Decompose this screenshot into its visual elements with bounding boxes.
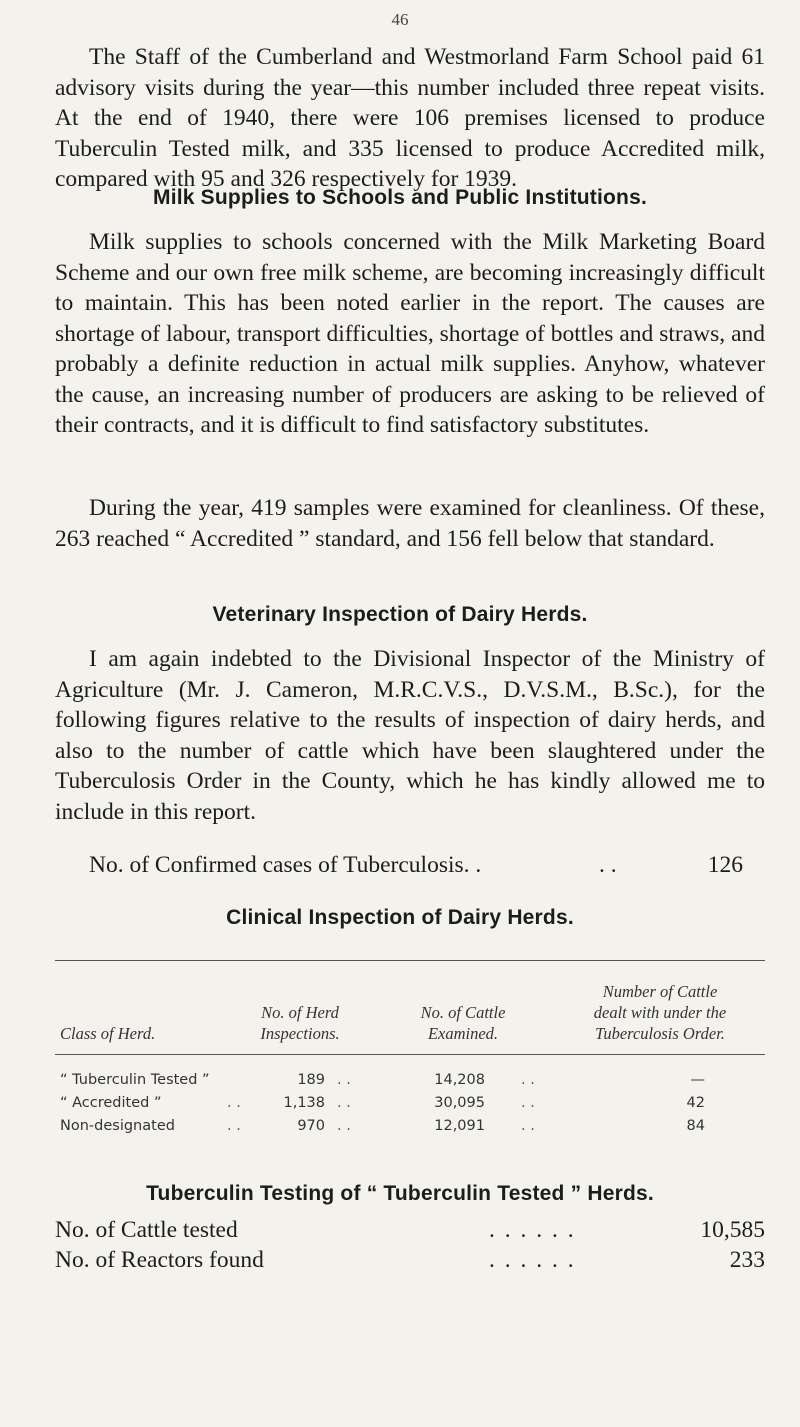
header-cattle-examined-line1: No. of Cattle	[420, 1003, 506, 1022]
reactors-found-value: 233	[729, 1247, 765, 1273]
header-class-of-herd: Class of Herd.	[60, 1024, 156, 1043]
cell-leader: . .	[337, 1118, 351, 1134]
paragraph-cleanliness-samples: During the year, 419 samples were examined for cleanliness. Of these, 263 reached “ Accredited ” standard, and 156 fell below that standard.	[55, 495, 765, 552]
confirmed-cases-dots: . .	[599, 852, 617, 878]
confirmed-cases-label: No. of Confirmed cases of Tuberculosis. .	[89, 852, 482, 878]
cell-dealt: 84	[686, 1118, 705, 1134]
table-header-rule	[55, 1054, 765, 1055]
heading-clinical-inspection: Clinical Inspection of Dairy Herds.	[226, 906, 574, 929]
heading-tuberculin-testing: Tuberculin Testing of “ Tuberculin Tested ” Herds.	[146, 1182, 654, 1205]
reactors-found-label: No. of Reactors found	[55, 1247, 264, 1273]
cell-examined: 30,095	[434, 1095, 485, 1111]
cell-dealt: 42	[686, 1095, 705, 1111]
cell-leader: . .	[521, 1072, 535, 1088]
confirmed-cases-line	[89, 850, 765, 880]
heading-veterinary-inspection: Veterinary Inspection of Dairy Herds.	[212, 603, 588, 626]
cattle-tested-line	[55, 1215, 765, 1245]
heading-milk-supplies: Milk Supplies to Schools and Public Institutions.	[153, 186, 647, 209]
header-cattle-dealt-line2: dealt with under the	[593, 1003, 727, 1022]
cattle-tested-dots: . . . . . .	[489, 1217, 576, 1243]
cell-leader: . .	[337, 1072, 351, 1088]
cell-leader: . .	[227, 1118, 241, 1134]
paragraph-farm-school: The Staff of the Cumberland and Westmorland Farm School paid 61 advisory visits during the year—this number included three repeat visits. At the end of 1940, there were 106 premises licensed to produce Tuberculin Tested milk, and 335 licensed to produce Accredited milk, compared with 95 and 326 respectively for 1939.	[55, 44, 765, 192]
cell-class: Non-designated	[60, 1118, 175, 1134]
header-herd-inspections-line2: Inspections.	[260, 1024, 340, 1043]
cell-leader: . .	[227, 1095, 241, 1111]
cell-inspections: 189	[297, 1072, 325, 1088]
cattle-tested-value: 10,585	[700, 1217, 765, 1243]
header-cattle-examined-line2: Examined.	[427, 1024, 499, 1043]
reactors-found-dots: . . . . . .	[489, 1247, 576, 1273]
reactors-found-line	[55, 1245, 765, 1275]
page-number: 46	[391, 10, 409, 29]
cell-class: “ Accredited ”	[60, 1095, 162, 1111]
cell-leader: . .	[521, 1095, 535, 1111]
paragraph-ministry-figures: I am again indebted to the Divisional Inspector of the Ministry of Agriculture (Mr. J. Cameron, M.R.C.V.S., D.V.S.M., B.Sc.), for the following figures relative to the results of inspection of dairy herds, and also to the number of cattle which have been slaughtered under the Tuberculosis Order in the County, which he has kindly allowed me to include in this report.	[55, 646, 765, 825]
cell-leader: . .	[521, 1118, 535, 1134]
cell-dealt: —	[690, 1072, 705, 1088]
paragraph-milk-supplies: Milk supplies to schools concerned with the Milk Marketing Board Scheme and our own free milk scheme, are becoming increasingly difficult to maintain. This has been noted earlier in the report. The causes are shortage of labour, transport difficulties, shortage of bottles and straws, and probably a definite reduction in actual milk supplies. Anyhow, whatever the cause, an increasing number of producers are asking to be relieved of their contracts, and it is difficult to find satisfactory substitutes.	[55, 229, 765, 438]
table-top-rule	[55, 960, 765, 961]
cell-class: “ Tuberculin Tested ”	[60, 1072, 210, 1088]
cell-inspections: 970	[297, 1118, 325, 1134]
cell-examined: 12,091	[434, 1118, 485, 1134]
header-herd-inspections-line1: No. of Herd	[261, 1003, 339, 1022]
cell-leader: . .	[337, 1095, 351, 1111]
header-cattle-dealt-line1: Number of Cattle	[602, 982, 718, 1001]
cattle-tested-label: No. of Cattle tested	[55, 1217, 238, 1243]
header-cattle-dealt-line3: Tuberculosis Order.	[595, 1024, 725, 1043]
cell-inspections: 1,138	[283, 1095, 325, 1111]
confirmed-cases-value: 126	[707, 852, 743, 878]
cell-examined: 14,208	[434, 1072, 485, 1088]
